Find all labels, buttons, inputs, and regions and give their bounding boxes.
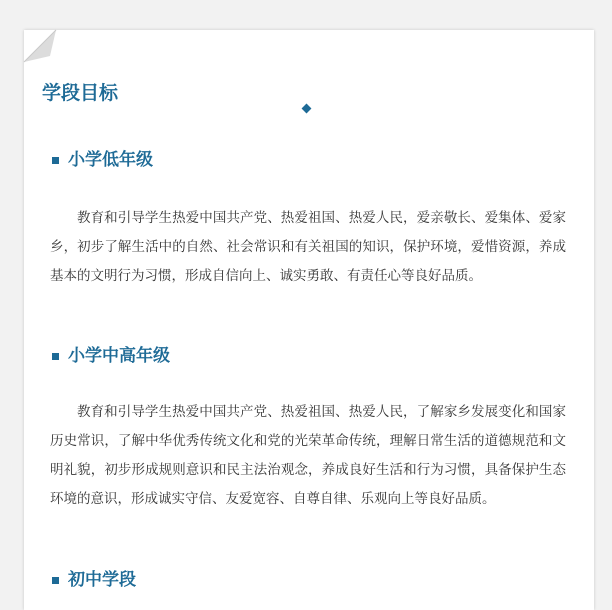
- section-heading-lower-primary: [52, 148, 153, 172]
- diamond-divider-icon: [302, 104, 312, 114]
- section-body-upper-primary: 教育和引导学生热爱中国共产党、热爱祖国、热爱人民，了解家乡发展变化和国家历史常识，了解中华优秀传统文化和党的光荣革命传统，理解日常生活的道德规范和文明礼貌，初步形成规则意识和民主法治观念，养成良好生活和行为习惯，具备保护生态环境的意识，形成诚实守信、友爱宽容、自尊自律、乐观向上等良好品质。: [50, 404, 566, 507]
- section-body-lower-primary: 教育和引导学生热爱中国共产党、热爱祖国、热爱人民，爱亲敬长、爱集体、爱家乡，初步了解生活中的自然、社会常识和有关祖国的知识，保护环境，爱惜资源，养成基本的文明行为习惯，形成自信向上、诚实勇敢、有责任心等良好品质。: [50, 210, 566, 284]
- square-bullet-icon: [52, 157, 59, 164]
- section-heading-upper-primary: [52, 344, 170, 368]
- page-title: 学段目标: [42, 82, 119, 104]
- square-bullet-icon: [52, 577, 59, 584]
- section-heading-label: 初中学段: [68, 570, 136, 590]
- section-heading-junior-high: [52, 568, 136, 592]
- section-heading-label: 小学中高年级: [68, 346, 170, 366]
- content-card: [24, 30, 594, 610]
- square-bullet-icon: [52, 353, 59, 360]
- section-heading-label: 小学低年级: [68, 150, 153, 170]
